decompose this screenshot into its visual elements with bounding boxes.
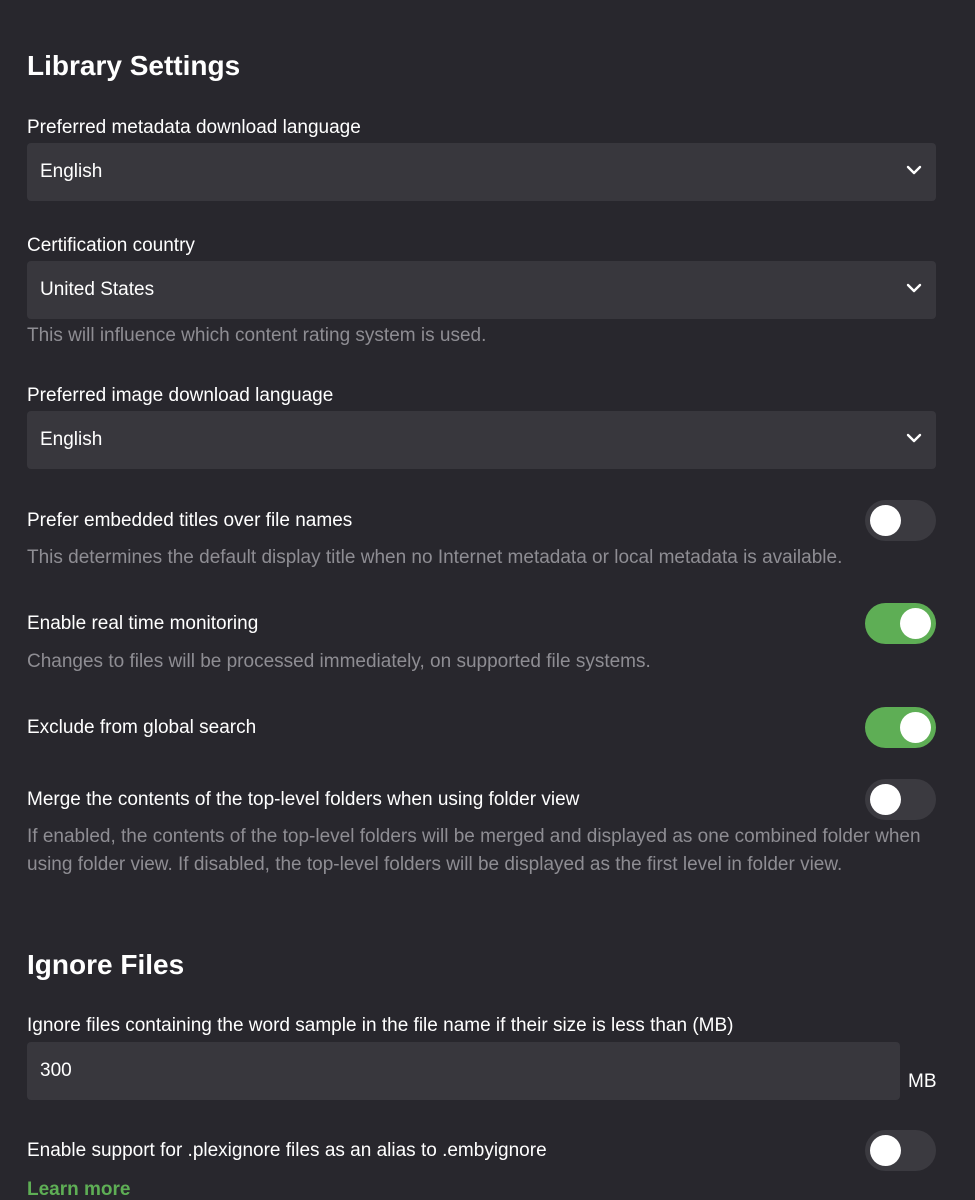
chevron-down-icon	[906, 280, 922, 296]
sample-size-input[interactable]	[27, 1042, 900, 1100]
certification-country-label: Certification country	[27, 235, 195, 256]
chevron-down-icon	[906, 430, 922, 446]
chevron-down-icon	[906, 162, 922, 178]
learn-more-link[interactable]: Learn more	[27, 1179, 131, 1200]
exclude-global-search-toggle[interactable]	[865, 707, 936, 748]
sample-size-unit: MB	[908, 1071, 937, 1092]
plexignore-label: Enable support for .plexignore files as an alias to .embyignore	[27, 1140, 547, 1161]
certification-country-value: United States	[40, 279, 155, 300]
realtime-monitoring-label: Enable real time monitoring	[27, 613, 259, 634]
realtime-monitoring-toggle[interactable]	[865, 603, 936, 644]
metadata-language-label: Preferred metadata download language	[27, 117, 361, 138]
exclude-global-search-label: Exclude from global search	[27, 717, 257, 738]
toggle-knob	[900, 608, 931, 639]
realtime-monitoring-help: Changes to files will be processed immediately, on supported file systems.	[27, 651, 651, 672]
certification-country-select[interactable]	[27, 261, 936, 319]
metadata-language-value: English	[40, 161, 103, 182]
toggle-knob	[870, 505, 901, 536]
merge-folders-toggle[interactable]	[865, 779, 936, 820]
toggle-knob	[900, 712, 931, 743]
embedded-titles-label: Prefer embedded titles over file names	[27, 510, 353, 531]
library-settings-title: Library Settings	[27, 50, 241, 81]
embedded-titles-toggle[interactable]	[865, 500, 936, 541]
toggle-knob	[870, 784, 901, 815]
metadata-language-select[interactable]	[27, 143, 936, 201]
image-language-value: English	[40, 429, 103, 450]
plexignore-toggle[interactable]	[865, 1130, 936, 1171]
image-language-select[interactable]	[27, 411, 936, 469]
sample-size-value: 300	[40, 1060, 72, 1081]
image-language-label: Preferred image download language	[27, 385, 334, 406]
toggle-knob	[870, 1135, 901, 1166]
ignore-files-title: Ignore Files	[27, 949, 185, 980]
merge-folders-label: Merge the contents of the top-level folders when using folder view	[27, 789, 580, 810]
merge-folders-help: If enabled, the contents of the top-level folders will be merged and displayed as one combined folder when using folder view. If disabled, the top-level folders will be displayed as the first level in folder view.	[27, 826, 921, 875]
embedded-titles-help: This determines the default display title when no Internet metadata or local metadata is available.	[27, 547, 843, 568]
sample-size-label: Ignore files containing the word sample in the file name if their size is less than (MB)	[27, 1015, 734, 1036]
certification-country-help: This will influence which content rating system is used.	[27, 325, 487, 346]
